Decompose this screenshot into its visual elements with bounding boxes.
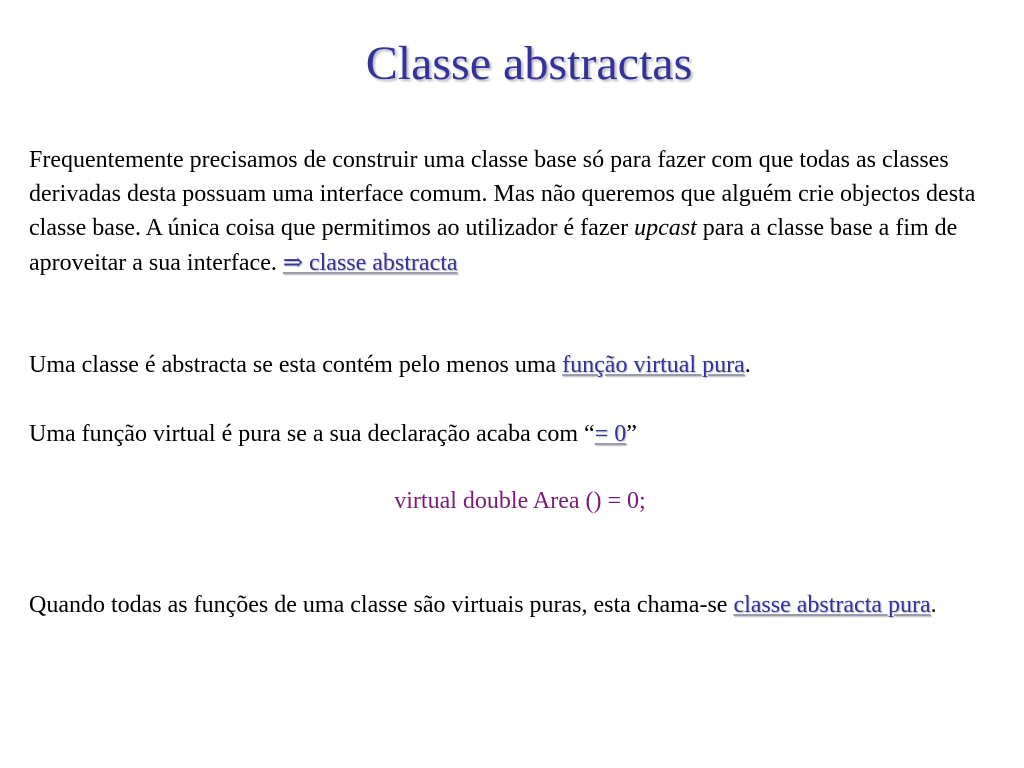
implies-arrow-icon: ⇒ — [282, 248, 303, 276]
paragraph-text: Uma função virtual é pura se a sua declaração acaba com “ — [29, 421, 595, 447]
paragraph-text: Uma classe é abstracta se esta contém pelo menos uma — [29, 352, 563, 378]
paragraph-text: . — [930, 592, 937, 618]
slide-title: Classe abstractas — [365, 37, 693, 90]
paragraph-abstract-definition — [29, 348, 1019, 382]
equals-zero-link[interactable]: = 0 — [594, 421, 627, 447]
pure-virtual-function-link[interactable]: função virtual pura — [562, 352, 745, 378]
paragraph-abstract-intro — [29, 143, 1019, 280]
paragraph-text: . — [744, 352, 751, 378]
paragraph-text: Frequentemente precisamos de construir uma classe base só para fazer com que todas as classes derivadas desta possuam uma interface comum. Mas não queremos que alguém crie objectos desta classe base. A única coisa que permitimos ao utilizador é fazer — [29, 147, 976, 241]
abstract-class-link[interactable] — [283, 250, 458, 276]
paragraph-pure-virtual-definition — [29, 417, 1019, 451]
code-example: virtual double Area () = 0; — [394, 488, 646, 514]
paragraph-text: Quando todas as funções de uma classe são virtuais puras, esta chama-se — [29, 592, 734, 618]
pure-abstract-class-link[interactable]: classe abstracta pura — [733, 592, 931, 618]
link-label: classe abstracta — [302, 250, 458, 276]
emphasis-upcast: upcast — [634, 215, 697, 241]
paragraph-pure-abstract-class — [29, 588, 1019, 622]
paragraph-text: para a classe base a fim de aproveitar a sua interface. — [29, 215, 958, 276]
paragraph-text: ” — [626, 421, 637, 447]
